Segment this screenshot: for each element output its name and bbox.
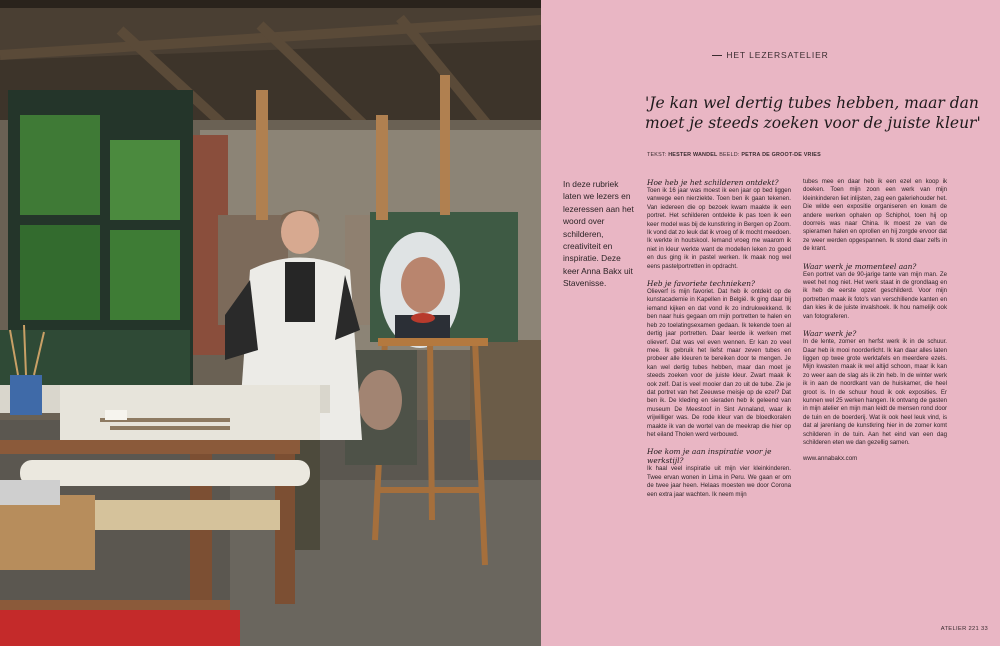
question-3: Hoe kom je aan inspiratie voor je werkstijl? <box>647 447 772 466</box>
answer-1: Toen ik 16 jaar was moest ik een jaar op bed liggen vanwege een nierziekte. Toen ben ik gaan tekenen. Van iedereen die op bezoek kwam maakte ik een portret. Het schilderen ontdekte ik pas toen ik een keer model was bij de kunstkring in Bergen op Zoom. Ik vond dat zo leuk dat ik vroeg of ik mocht meedoen. Ik werkte in houtskool. Iemand vroeg me waarom ik niet in kleur werkte want de modellen leken zo goed en dus ging ik in pastel werken. Ik maak nog wel eens pastelportretten in opdracht. <box>647 187 791 270</box>
answer-2: Olieverf is mijn favoriet. Dat heb ik ontdekt op de kunstacademie in Kapellen in België. Ik ging daar bij iemand kijken en dat vond ik zo indrukwekkend. Ik ben naar huis gegaan om mijn portretten te halen en heb zo toelatingsexamen gedaan. Ik tekende toen al dertig jaar portretten. Daar leerde ik werken met olieverf. Dat was vel even wennen. Er kan zo veel mee. Ik gebruik het liefst maar zeven tubes en probeer alle kleuren te bereiken door te mengen. Je kan wel dertig tubes hebben, maar dan moet je steeds zoeken voor de juiste kleur. Zwart maak ik ook zelf. Dat is veel mooier dan zo uit de tube. Zie je dat portret van het Zeeuwse meisje op de ezel? Dat ben ik. De kleding en sieraden heb ik geleend van museum De Meestoof in Sint Annaland, waar ik vrijwilliger was. De rode kleur van de bloedkoralen maakte ik van de wortel van de meekrap die hier op het eiland Tholen werd verbouwd. <box>647 288 791 438</box>
intro-text: In deze rubriek laten we lezers en lezeressen aan het woord over schilderen, creativiteit en inspiratie. Deze keer Anna Bakx uit Stavenisse. <box>563 179 634 289</box>
credit-photo-name: PETRA DE GROOT-DE VRIES <box>741 152 821 158</box>
answer-5: In de lente, zomer en herfst werk ik in de schuur. Daar heb ik mooi noorderlicht. Ik kan daar alles laten liggen op twee grote werktafels en meerdere ezels. Mijn kwasten maak ik wel altijd schoon, maar ik kan zo weer aan de slag als ik zin heb. In de winter werk ik in aan de noordkant van de huiskamer, die heel groot is. In de schuur houd ik ook exposities. Er kunnen wel 25 werken hangen. Ik ontvang de gasten in mijn atelier en mijn man leidt de mensen rond door de tuin en de boerderij. Wat ik ook heel leuk vind, is dat al jarenlang de kunstkring hier in de zomer komt schilderen in de tuin. Aan het eind van een dag schilderen eten we dan gezellig samen. <box>803 338 947 446</box>
kicker-rule <box>712 55 722 56</box>
article-column-2 <box>803 178 947 464</box>
answer-3-continued: tubes mee en daar heb ik een ezel en koop ik doeken. Toen mijn zoon een werk van mijn kleinkinderen liet inlijsten, zag een galeriehouder het. Die wilde een expositie organiseren en kwam de andere werken ophalen op Schiphol, toen hij op doorreis was naar China. Ik moest ze van de spieramen halen en oprollen en hij zorgde ervoor dat ze weer werden opgespannen. Ik stond daar zelfs in de krant. <box>803 178 947 253</box>
credit-text-label: TEKST: <box>647 152 667 158</box>
website-link[interactable]: www.annabakx.com <box>803 455 858 463</box>
answer-3: Ik haal veel inspiratie uit mijn vier kleinkinderen. Twee ervan wonen in Lima in Peru. We gaan er om de twee jaar heen. Helaas moesten we door Corona een extra jaar wachten. Ik neem mijn <box>647 465 791 498</box>
article-headline: 'Je kan wel dertig tubes hebben, maar dan moet je steeds zoeken voor de juiste kleur' <box>645 94 981 132</box>
article-credits <box>647 152 821 158</box>
article-column-1 <box>647 178 791 507</box>
credit-text-name: HESTER WANDEL <box>668 152 718 158</box>
section-kicker <box>541 50 1000 60</box>
question-1: Hoe heb je het schilderen ontdekt? <box>647 178 779 187</box>
section-label: HET LEZERSATELIER <box>726 50 829 60</box>
page-footer: ATELIER 221 33 <box>940 626 988 632</box>
credit-photo-label: BEELD: <box>719 152 740 158</box>
question-5: Waar werk je? <box>803 329 857 339</box>
answer-4: Een portret van de 90-jarige tante van mijn man. Ze weet het nog niet. Het werk staat in de grondlaag en ik heb de eerste opzet geschilderd. Voor mijn portretten maak ik foto's van verschillende kanten en dan kies ik de juiste invalshoek. Ik hou namelijk ook van fotograferen. <box>803 270 947 320</box>
article-page <box>541 0 1000 646</box>
question-4: Waar werk je momenteel aan? <box>803 261 917 271</box>
question-2: Heb je favoriete technieken? <box>647 279 755 289</box>
